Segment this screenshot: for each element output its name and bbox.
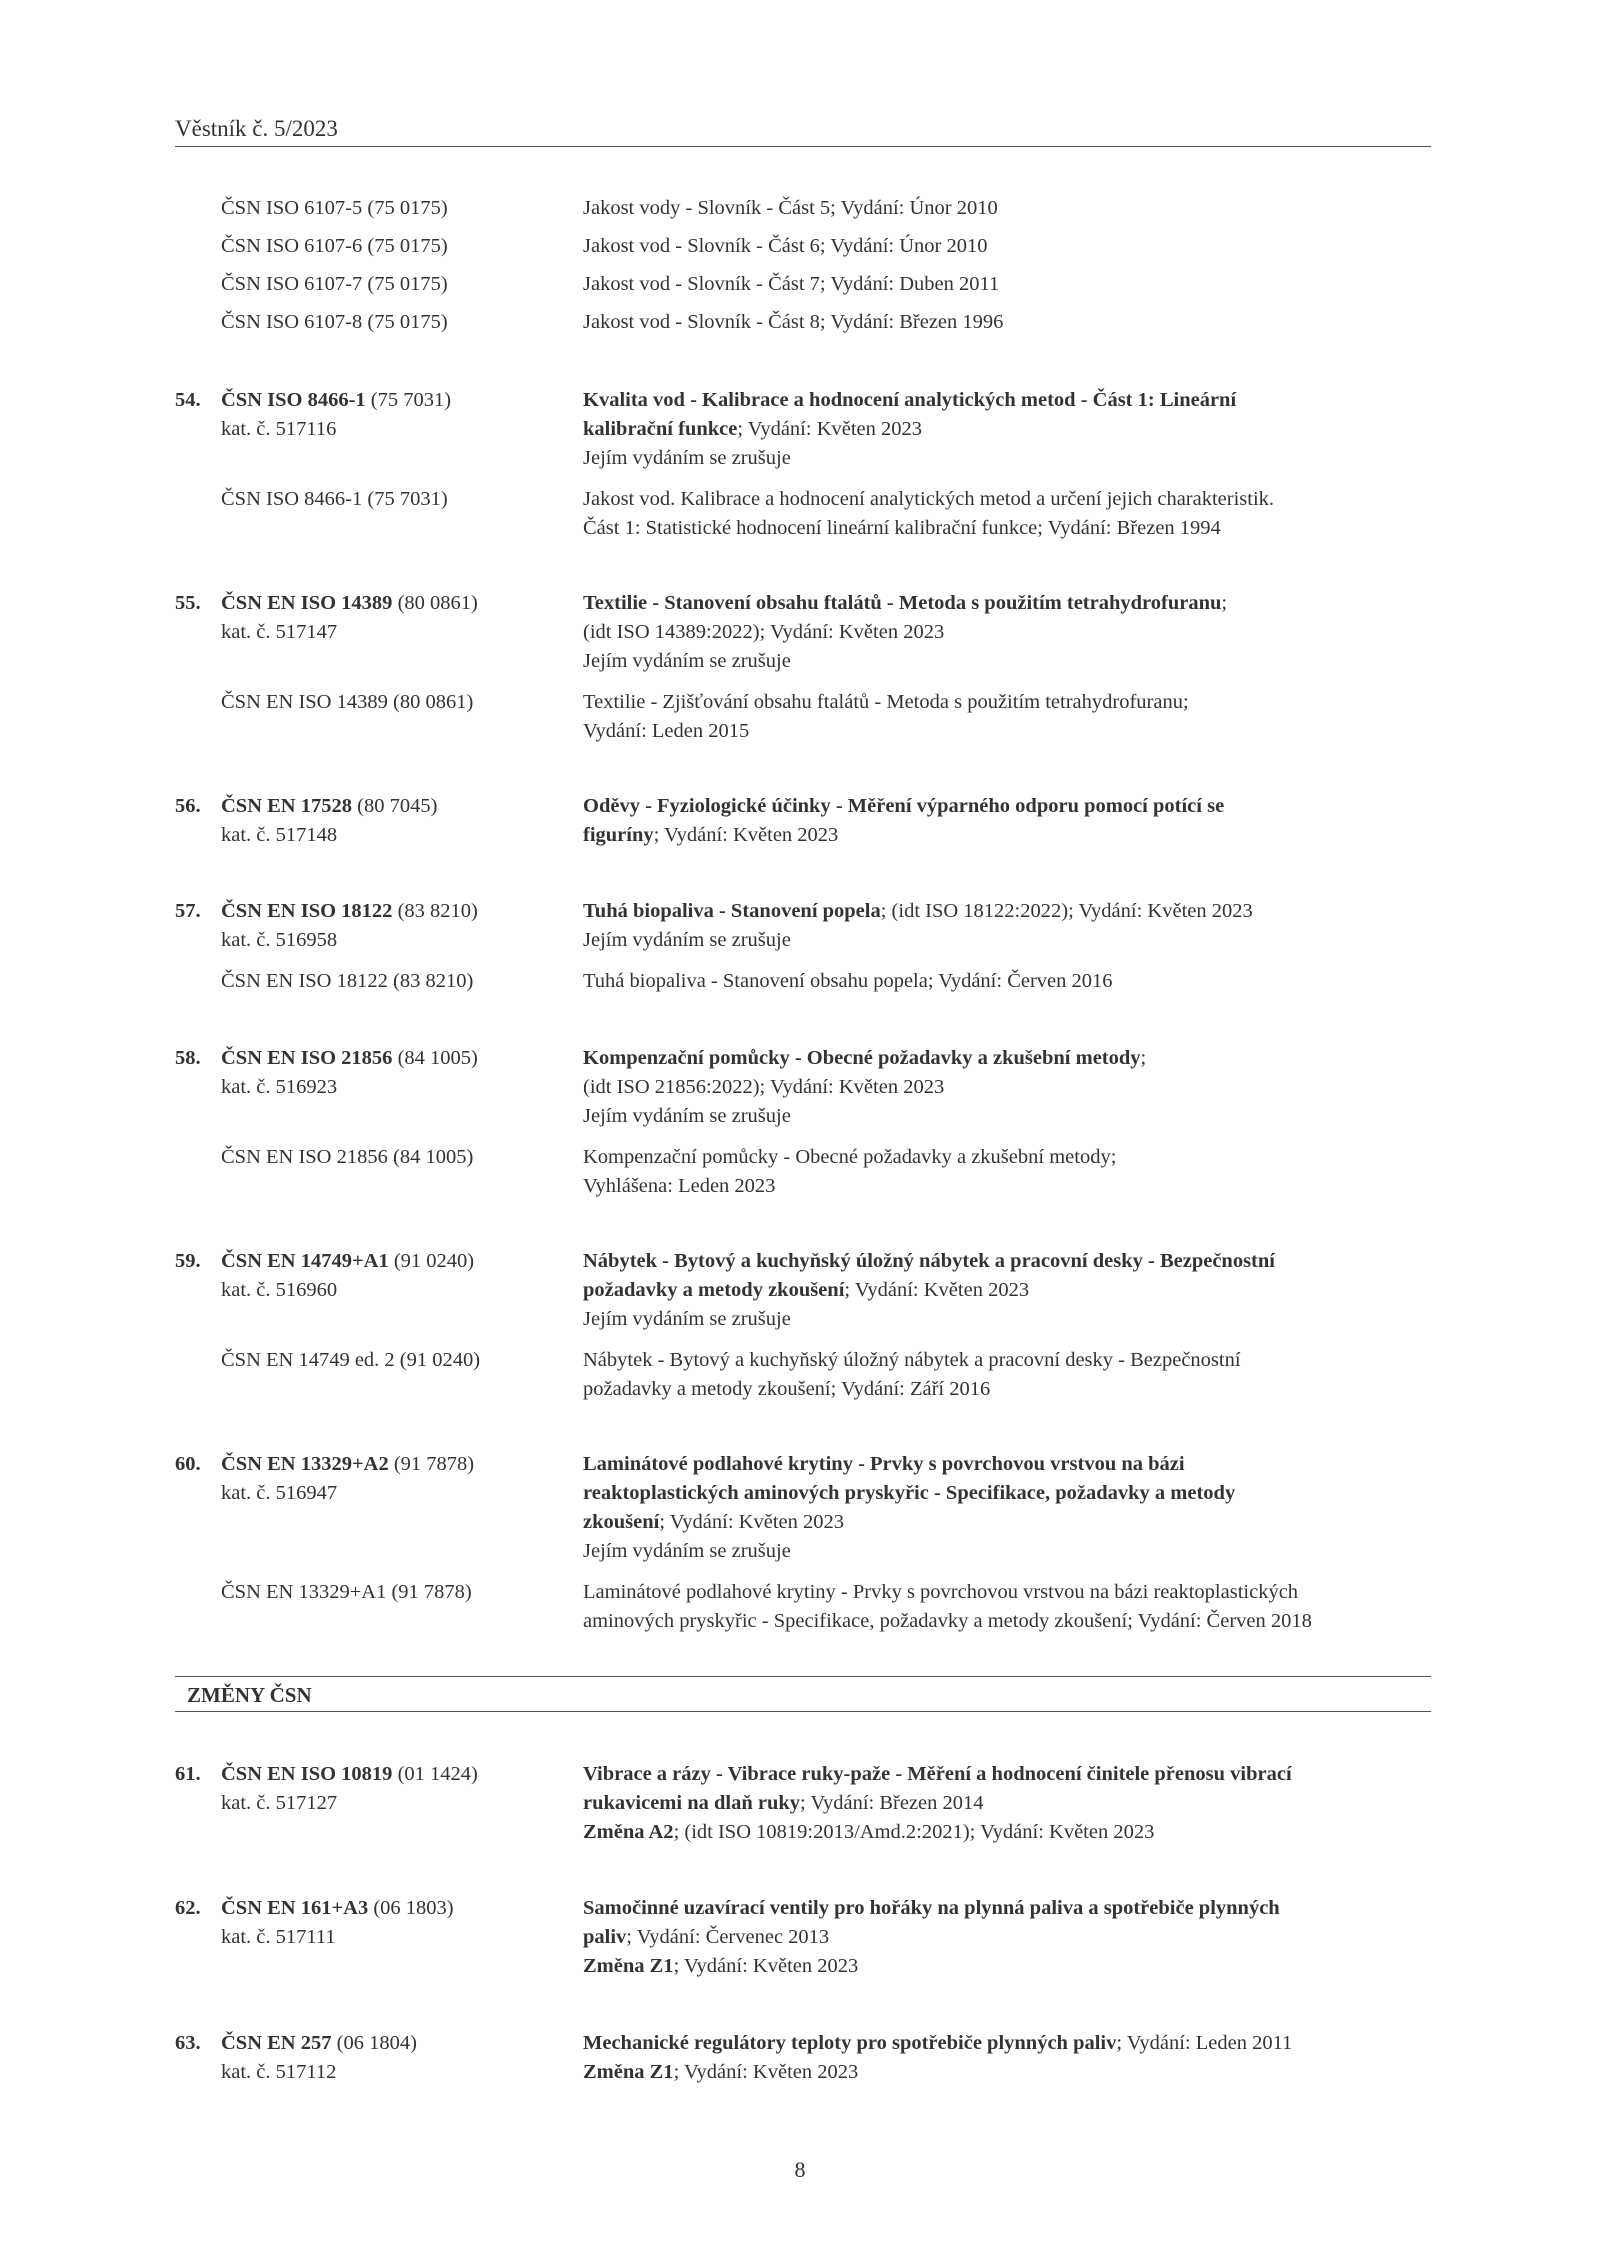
- issue-date: ; (idt ISO 18122:2022); Vydání: Květen 2023: [880, 900, 1253, 922]
- catalog-number: kat. č. 517148: [221, 824, 338, 846]
- issue-date: ; Vydání: Leden 2011: [1116, 2032, 1293, 2054]
- standard-title: Tuhá biopaliva - Stanovení popela: [583, 900, 881, 922]
- cancellation-note: Jejím vydáním se zrušuje: [583, 447, 791, 469]
- issue-date: ; Vydání: Květen 2023: [653, 824, 839, 846]
- standard-code: ČSN ISO 8466-1: [221, 389, 366, 411]
- standard-title: Oděvy - Fyziologické účinky - Měření výparného odporu pomocí potící se: [583, 795, 1225, 817]
- standard-code: ČSN ISO 6107-8 (75 0175): [221, 311, 448, 333]
- entry-number: 63.: [175, 2032, 201, 2054]
- standard-code: ČSN ISO 6107-6 (75 0175): [221, 235, 448, 257]
- issue-date: ; Vydání: Květen 2023: [844, 1279, 1030, 1301]
- cancellation-note: Jejím vydáním se zrušuje: [583, 1308, 791, 1330]
- standard-title: reaktoplastických aminových pryskyřic - Specifikace, požadavky a metody: [583, 1482, 1236, 1504]
- old-standard-code: ČSN EN ISO 14389 (80 0861): [221, 691, 474, 713]
- standard-classification: (80 0861): [392, 592, 478, 614]
- standard-title-end: figuríny: [583, 824, 654, 846]
- cancellation-note: Jejím vydáním se zrušuje: [583, 1540, 791, 1562]
- catalog-number: kat. č. 517111: [221, 1926, 336, 1948]
- issue-date: ; Vydání: Květen 2023: [659, 1511, 844, 1533]
- old-standard-title: požadavky a metody zkoušení; Vydání: Září 2016: [583, 1378, 991, 1400]
- old-standard-code: ČSN ISO 8466-1 (75 7031): [221, 488, 448, 510]
- standard-title: Nábytek - Bytový a kuchyňský úložný nábytek a pracovní desky - Bezpečnostní: [583, 1250, 1275, 1272]
- standard-code: ČSN EN ISO 10819: [221, 1763, 393, 1785]
- entry-number: 54.: [175, 389, 201, 411]
- old-standard-title: Jakost vod. Kalibrace a hodnocení analytických metod a určení jejich charakteristik.: [583, 488, 1275, 510]
- punctuation: ;: [1221, 592, 1228, 614]
- standard-title: Jakost vody - Slovník - Část 5; Vydání: Únor 2010: [583, 197, 998, 219]
- punctuation: ;: [1140, 1047, 1147, 1069]
- standard-title: Samočinné uzavírací ventily pro hořáky na plynná paliva a spotřebiče plynných: [583, 1897, 1280, 1919]
- old-standard-title: Vyhlášena: Leden 2023: [583, 1175, 776, 1197]
- standard-title: Mechanické regulátory teploty pro spotřebiče plynných paliv: [583, 2032, 1117, 2054]
- catalog-number: kat. č. 517112: [221, 2061, 337, 2083]
- standard-code: ČSN EN ISO 21856: [221, 1047, 393, 1069]
- amendment-label: Změna A2: [583, 1821, 674, 1843]
- standard-classification: (06 1804): [331, 2032, 417, 2054]
- old-standard-title: Tuhá biopaliva - Stanovení obsahu popela; Vydání: Červen 2016: [583, 970, 1113, 992]
- standard-title: Vibrace a rázy - Vibrace ruky-paže - Měření a hodnocení činitele přenosu vibrací: [583, 1763, 1292, 1785]
- standard-code: ČSN EN 14749+A1: [221, 1250, 389, 1272]
- standard-classification: (83 8210): [392, 900, 478, 922]
- standard-title-end: paliv: [583, 1926, 627, 1948]
- entry-number: 55.: [175, 592, 201, 614]
- old-standard-title: Laminátové podlahové krytiny - Prvky s povrchovou vrstvou na bázi reaktoplastických: [583, 1581, 1299, 1603]
- old-standard-title: Nábytek - Bytový a kuchyňský úložný nábytek a pracovní desky - Bezpečnostní: [583, 1349, 1241, 1371]
- standard-code: ČSN ISO 6107-5 (75 0175): [221, 197, 448, 219]
- cancellation-note: Jejím vydáním se zrušuje: [583, 929, 791, 951]
- standard-code: ČSN EN 17528: [221, 795, 352, 817]
- standard-classification: (80 7045): [352, 795, 438, 817]
- amendment-label: Změna Z1: [583, 1955, 674, 1977]
- amendment-date: ; Vydání: Květen 2023: [673, 2061, 859, 2083]
- amendment-date: ; Vydání: Květen 2023: [673, 1955, 859, 1977]
- standard-title-end: zkoušení: [583, 1511, 660, 1533]
- standard-title: Kompenzační pomůcky - Obecné požadavky a zkušební metody: [583, 1047, 1141, 1069]
- standard-title-end: požadavky a metody zkoušení: [583, 1279, 845, 1301]
- standard-classification: (91 0240): [388, 1250, 475, 1272]
- old-standard-code: ČSN EN 13329+A1 (91 7878): [221, 1581, 472, 1603]
- standard-code: ČSN EN ISO 14389: [221, 592, 393, 614]
- entry-number: 57.: [175, 900, 201, 922]
- cancellation-note: Jejím vydáním se zrušuje: [583, 1105, 791, 1127]
- entry-number: 58.: [175, 1047, 201, 1069]
- issue-date: ; Vydání: Červenec 2013: [626, 1926, 830, 1948]
- entry-number: 62.: [175, 1897, 201, 1919]
- catalog-number: kat. č. 516947: [221, 1482, 338, 1504]
- standard-code: ČSN ISO 6107-7 (75 0175): [221, 273, 448, 295]
- old-standard-title: Kompenzační pomůcky - Obecné požadavky a zkušební metody;: [583, 1146, 1117, 1168]
- standard-title: Jakost vod - Slovník - Část 6; Vydání: Únor 2010: [583, 235, 988, 257]
- catalog-number: kat. č. 516958: [221, 929, 338, 951]
- issue-date: (idt ISO 14389:2022); Vydání: Květen 2023: [583, 621, 945, 643]
- issue-date: ; Vydání: Květen 2023: [737, 418, 923, 440]
- old-standard-code: ČSN EN 14749 ed. 2 (91 0240): [221, 1349, 481, 1371]
- standard-classification: (06 1803): [368, 1897, 454, 1919]
- standard-classification: (01 1424): [392, 1763, 478, 1785]
- standard-classification: (84 1005): [392, 1047, 478, 1069]
- standard-code: ČSN EN 161+A3: [221, 1897, 369, 1919]
- page-header: Věstník č. 5/2023: [175, 114, 1431, 147]
- standard-title-end: kalibrační funkce: [583, 418, 738, 440]
- issue-date: (idt ISO 21856:2022); Vydání: Květen 2023: [583, 1076, 945, 1098]
- standard-title: Jakost vod - Slovník - Část 7; Vydání: Duben 2011: [583, 273, 1000, 295]
- cancellation-note: Jejím vydáním se zrušuje: [583, 650, 791, 672]
- standard-title: Kvalita vod - Kalibrace a hodnocení analytických metod - Část 1: Lineární: [583, 389, 1237, 411]
- section-heading-zmeny: ZMĚNY ČSN: [175, 1676, 1431, 1712]
- catalog-number: kat. č. 517127: [221, 1792, 338, 1814]
- standard-code: ČSN EN 257: [221, 2032, 332, 2054]
- standard-classification: (75 7031): [365, 389, 452, 411]
- old-standard-title: Část 1: Statistické hodnocení lineární kalibrační funkce; Vydání: Březen 1994: [583, 517, 1221, 539]
- standard-classification: (91 7878): [388, 1453, 475, 1475]
- entry-number: 60.: [175, 1453, 201, 1475]
- page-number: 8: [794, 2157, 806, 2182]
- amendment-date: ; (idt ISO 10819:2013/Amd.2:2021); Vydání: Květen 2023: [673, 1821, 1155, 1843]
- catalog-number: kat. č. 516923: [221, 1076, 338, 1098]
- standard-code: ČSN EN ISO 18122: [221, 900, 393, 922]
- catalog-number: kat. č. 517147: [221, 621, 338, 643]
- old-standard-code: ČSN EN ISO 18122 (83 8210): [221, 970, 474, 992]
- issue-date: ; Vydání: Březen 2014: [800, 1792, 984, 1814]
- standard-title: Textilie - Stanovení obsahu ftalátů - Metoda s použitím tetrahydrofuranu: [583, 592, 1222, 614]
- catalog-number: kat. č. 516960: [221, 1279, 338, 1301]
- entry-number: 59.: [175, 1250, 201, 1272]
- entry-number: 61.: [175, 1763, 201, 1785]
- entry-number: 56.: [175, 795, 201, 817]
- amendment-label: Změna Z1: [583, 2061, 674, 2083]
- standard-title: Jakost vod - Slovník - Část 8; Vydání: Březen 1996: [583, 311, 1004, 333]
- catalog-number: kat. č. 517116: [221, 418, 337, 440]
- standard-title: Laminátové podlahové krytiny - Prvky s povrchovou vrstvou na bázi: [583, 1453, 1185, 1475]
- standard-title-end: rukavicemi na dlaň ruky: [583, 1792, 800, 1814]
- old-standard-title: aminových pryskyřic - Specifikace, požadavky a metody zkoušení; Vydání: Červen 2018: [583, 1610, 1312, 1632]
- old-standard-title: Textilie - Zjišťování obsahu ftalátů - Metoda s použitím tetrahydrofuranu;: [583, 691, 1189, 713]
- old-standard-code: ČSN EN ISO 21856 (84 1005): [221, 1146, 474, 1168]
- old-standard-title: Vydání: Leden 2015: [583, 720, 750, 742]
- standard-code: ČSN EN 13329+A2: [221, 1453, 389, 1475]
